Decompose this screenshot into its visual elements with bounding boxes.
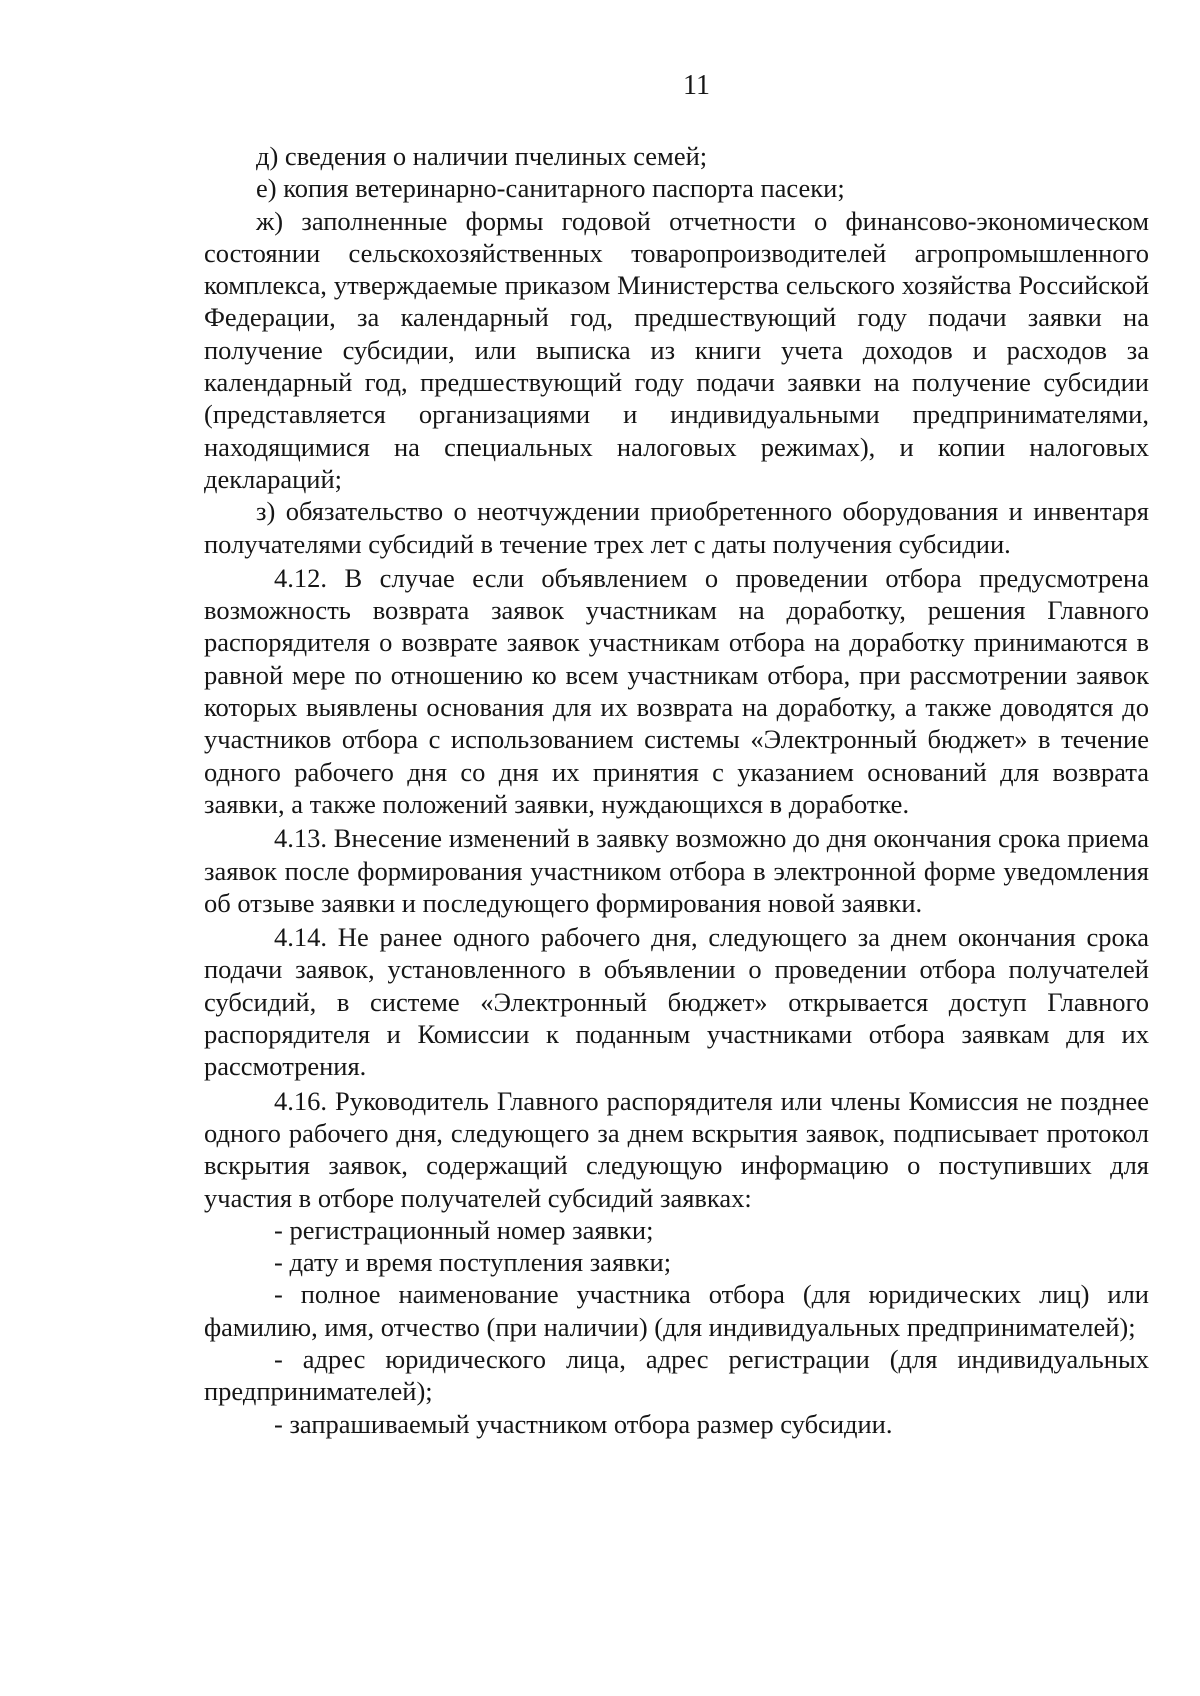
list-item-address: - адрес юридического лица, адрес регистрации (для индивидуальных предпринимателей);: [204, 1343, 1149, 1407]
paragraph-vet-passport: е) копия ветеринарно-санитарного паспорта пасеки;: [256, 173, 845, 204]
list-item-reg-number: - регистрационный номер заявки;: [274, 1214, 654, 1245]
paragraph-4-14: 4.14. Не ранее одного рабочего дня, следующего за днем окончания срока подачи заявок, установленного в объявлении о проведении отбора получателей субсидий, в системе «Электронный бюджет» открывается доступ Главного распорядителя и Комиссии к поданным участниками отбора заявкам для их рассмотрения.: [204, 922, 1149, 1082]
paragraph-4-13: 4.13. Внесение изменений в заявку возможно до дня окончания срока приема заявок после формирования участником отбора в электронной форме уведомления об отзыве заявки и последующего формирования новой заявки.: [204, 823, 1149, 918]
document-page: [204, 66, 1149, 1440]
paragraph-obligation: з) обязательство о неотчуждении приобретенного оборудования и инвентаря получателями субсидий в течение трех лет с даты получения субсидии.: [204, 496, 1149, 559]
paragraph-annual-reports: ж) заполненные формы годовой отчетности о финансово-экономическом состоянии сельскохозяйственных товаропроизводителей агропромышленного комплекса, утверждаемые приказом Министерства сельского хозяйства Российской Федерации, за календарный год, предшествующий году подачи заявки на получение субсидии, или выписка из книги учета доходов и расходов за календарный год, предшествующий году подачи заявки на получение субсидии (представляется организациями и индивидуальными предпринимателями, находящимися на специальных налоговых режимах), и копии налоговых деклараций;: [204, 205, 1149, 494]
list-item-full-name: - полное наименование участника отбора (для юридических лиц) или фамилию, имя, отчество (при наличии) (для индивидуальных предпринимателей);: [204, 1279, 1149, 1342]
page-number: 11: [683, 70, 710, 101]
list-item-subsidy-amount: - запрашиваемый участником отбора размер субсидии.: [274, 1408, 893, 1439]
paragraph-4-12: 4.12. В случае если объявлением о проведении отбора предусмотрена возможность возврата заявок участникам на доработку, решения Главного распорядителя о возврате заявок участникам отбора на доработку принимаются в равной мере по отношению ко всем участникам отбора, при рассмотрении заявок которых выявлены основания для их возврата на доработку, а также доводятся до участников отбора с использованием системы «Электронный бюджет» в течение одного рабочего дня со дня их принятия с указанием оснований для возврата заявки, а также положений заявки, нуждающихся в доработке.: [204, 562, 1149, 819]
paragraph-4-16: 4.16. Руководитель Главного распорядителя или члены Комиссия не позднее одного рабочего дня, следующего за днем вскрытия заявок, подписывает протокол вскрытия заявок, содержащий следующую информацию о поступивших для участия в отборе получателей субсидий заявках:: [204, 1085, 1149, 1213]
list-item-date-time: - дату и время поступления заявки;: [274, 1247, 672, 1278]
paragraph-bees: д) сведения о наличии пчелиных семей;: [256, 141, 708, 171]
